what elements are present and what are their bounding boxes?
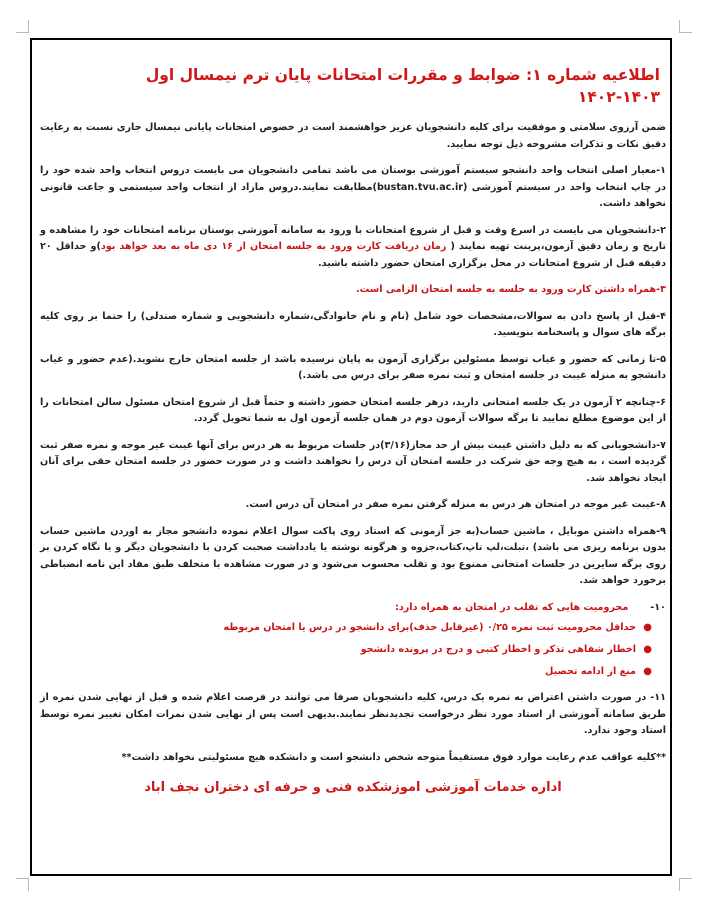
bullet-icon: ●: [643, 644, 652, 655]
bullet-icon: ●: [643, 666, 652, 677]
rule-2-card-date: زمان دریافت کارت ورود به جلسه امتحان از ۱۶ دی ماه به بعد خواهد بود: [100, 241, 447, 252]
crop-mark-bottom-left: [16, 878, 29, 891]
rule-3: ۳-همراه داشتن کارت ورود به جلسه به جلسه امتحان الزامی است.: [356, 284, 666, 295]
rule-2: [40, 223, 666, 273]
rule-7: ۷-دانشجویانی که به دلیل داشتن غیبت بیش از حد مجاز(۳/۱۶)در جلسات مربوط به هر درس برای آنها غیبت غیر موجه و نمره صفر ثبت گردیده است ، به هیچ وجه حق شرکت در جلسه امتحان آن درس را نخواهند داشت و در صورت حضور در جلسه امتحان حقی برای آنان ایجاد نخواهد شد.: [40, 439, 666, 484]
rule-11: ۱۱- در صورت داشتن اعتراض به نمره یک درس، کلیه دانشجویان صرفا می توانند در فرصت اعلام شده و قبل از نهایی شدن نمره از طریق سامانه آموزشی از استاد مورد نظر درخواست تجدیدنظر نمایند.بدیهی است پس از نهایی شدن نمرات امکان تغییر نمره توسط استاد وجود ندارد.: [40, 692, 666, 736]
intro-paragraph: ضمن آرزوی سلامتی و موفقیت برای کلیه دانشجویان عزیز خواهشمند است در خصوص امتحانات پایانی نیمسال جاری نسبت به رعایت دقیق نکات و تذکرات مشروحه ذیل توجه نمایید.: [40, 122, 666, 150]
crop-mark-top-right: [679, 20, 692, 33]
rule-10-number: ۱۰-: [650, 601, 666, 613]
announcement-body: [40, 60, 666, 797]
rule-10: [40, 600, 666, 617]
rule-8: ۸-غیبت غیر موجه در امتحان هر درس به منزله گرفتن نمره صفر در امتحان آن درس است.: [245, 499, 666, 510]
rule-1: ۱-معیار اصلی انتخاب واحد دانشجو سیستم آموزشی بوستان می باشد تمامی دانشجویان می بایست دروس انتخاب واحد شده خود را در چاپ انتخاب واحد در سیستم آموزشی (bustan.tvu.ac.ir)مطابقت نمایند.دروس مازاد از انتخاب واحد سیستمی و جاعت قانونی نخواهد داشت.: [40, 165, 666, 209]
bullet-icon: ●: [643, 622, 652, 633]
list-item: ● حداقل محرومیت ثبت نمره ۰/۲۵ (غیرقابل حذف)برای دانشجو در درس یا امتحان مربوطه: [40, 620, 636, 636]
rule-5: ۵-تا زمانی که حضور و غیاب توسط مسئولین برگزاری آزمون به پایان نرسیده باشد از جلسه امتحان خارج نشوید.(عدم حضور و غیاب دانشجو به منزله غیبت در جلسه امتحان و ثبت نمره صفر برای درس می باشد.): [40, 353, 666, 381]
penalty-list: [40, 620, 666, 680]
announcement-title: اطلاعیه شماره ۱: ضوابط و مقررات امتحانات پایان ترم نیمسال اول ۱۴۰۳-۱۴۰۲: [145, 66, 660, 106]
rule-10-heading: محرومیت هایی که تقلب در امتحان به همراه دارد:: [395, 601, 629, 613]
list-item: ● منع از ادامه تحصیل: [40, 664, 636, 680]
crop-mark-bottom-right: [679, 878, 692, 891]
rule-6: ۶-چنانچه ۲ آزمون در یک جلسه امتحانی دارید، درهر جلسه امتحان حضور داشته و حتماً قبل از شروع امتحان مسئول سالن امتحانات را از این موضوع مطلع نمایید تا برگه سوالات آزمون دوم در همان جلسه آزمون اول به شما تحویل گردد.: [40, 396, 667, 424]
signature-office: اداره خدمات آموزشی اموزشکده فنی و حرفه ای دختران نجف اباد: [144, 780, 562, 795]
responsibility-note: **کلیه عواقب عدم رعایت موارد فوق مستقیماً متوجه شخص دانشجو است و دانشکده هیچ مسئولیتی نخواهد داشت**: [121, 751, 666, 763]
rule-9: ۹-همراه داشتن موبایل ، ماشین حساب(به جز آزمونی که استاد روی پاکت سوال اعلام نموده دانشجو مجاز به اوردن ماشین حساب بدون برنامه ریزی می باشد) ،تبلت،لپ تاپ،کتاب،جزوه و هرگونه نوشته یا یادداشت صحبت کردن با دانشجویان دیگر و یا نگاه کردن بر روی برگه سایرین در جلسات امتحانی ممنوع بود و تقلب محسوب می‌شود و در صورت مشاهده با متخلف طبق مفاد این نامه انضباطی برخورد خواهد شد.: [40, 525, 666, 586]
rule-4: ۴-قبل از پاسخ دادن به سوالات،مشخصات خود شامل (نام و نام خانوادگی،شماره دانشجویی و شماره صندلی) را حتما بر روی کلیه برگه های سوال و پاسخنامه بنویسید.: [40, 310, 666, 338]
list-item: ● اخطار شفاهی تذکر و اخطار کتبی و درج در پرونده دانشجو: [40, 642, 636, 658]
rule-2-part-a: ۲-دانشجویان می بایست در اسرع وقت و قبل از شروع امتحانات با ورود به سامانه آموزشی بوستان برنامه امتحانات خود را مشاهده و تاریخ و زمان دقیق آزمون،پرینت تهیه نمایند (: [40, 224, 666, 252]
rule-2-part-b: )و حداقل ۲۰ دقیقه قبل از شروع امتحانات در محل برگزاری امتحان حضور داشته باشید.: [40, 241, 666, 269]
crop-mark-top-left: [16, 20, 29, 33]
